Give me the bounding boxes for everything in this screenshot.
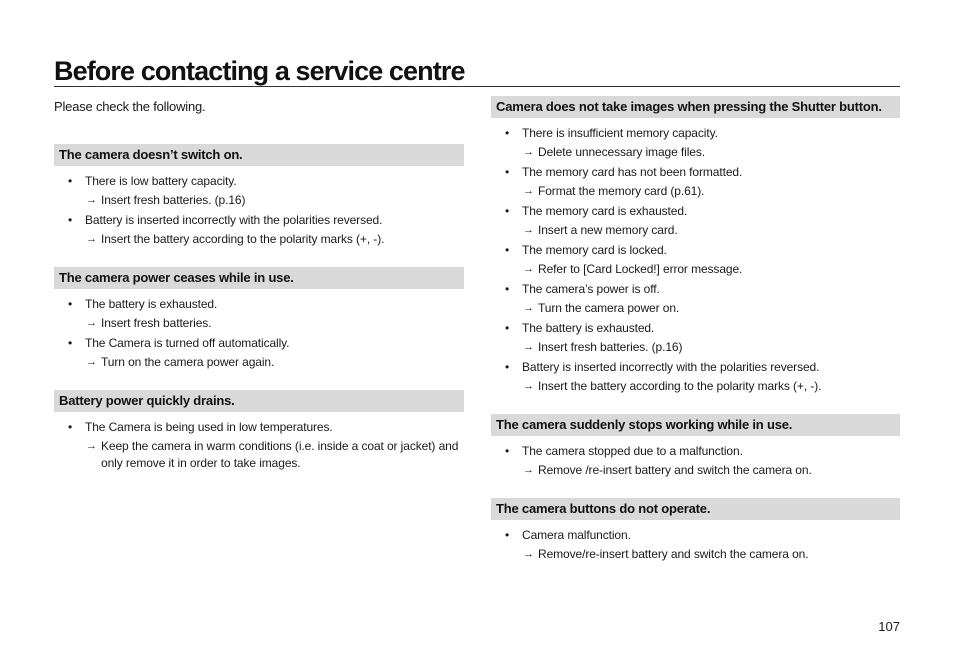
- remedy-text: Turn the camera power on.: [538, 301, 680, 315]
- arrow-right-icon: →: [86, 317, 97, 329]
- remedy-line: [491, 143, 900, 163]
- cause-line: [491, 163, 900, 182]
- arrow-right-icon: →: [523, 146, 534, 158]
- cause-text: The battery is exhausted.: [522, 321, 655, 335]
- remedy-line: [54, 437, 464, 474]
- cause-list: [54, 166, 464, 250]
- arrow-right-icon: →: [523, 224, 534, 236]
- remedy-text: Remove/re-insert battery and switch the camera on.: [538, 547, 809, 561]
- section-heading: The camera power ceases while in use.: [54, 267, 464, 289]
- remedy-text: Insert the battery according to the polarity marks (+, -).: [538, 379, 822, 393]
- list-item: [491, 241, 900, 280]
- cause-text: The Camera is being used in low temperatures.: [85, 420, 333, 434]
- remedy-text: Keep the camera in warm conditions (i.e. inside a coat or jacket) and only remove it in order to take images.: [101, 439, 459, 470]
- list-item: [491, 319, 900, 358]
- bullet-icon: •: [505, 282, 510, 296]
- cause-line: [54, 172, 464, 191]
- remedy-text: Delete unnecessary image files.: [538, 145, 705, 159]
- cause-line: [491, 442, 900, 461]
- left-column: [54, 144, 464, 491]
- cause-text: The Camera is turned off automatically.: [85, 336, 290, 350]
- cause-text: The memory card is exhausted.: [522, 204, 688, 218]
- troubleshoot-section: [491, 96, 900, 397]
- arrow-right-icon: →: [523, 185, 534, 197]
- list-item: [54, 211, 464, 250]
- list-item: [491, 163, 900, 202]
- section-heading: The camera doesn’t switch on.: [54, 144, 464, 166]
- list-item: [491, 280, 900, 319]
- page-title: Before contacting a service centre: [54, 56, 465, 86]
- arrow-right-icon: →: [86, 356, 97, 368]
- remedy-text: Remove /re-insert battery and switch the camera on.: [538, 463, 812, 477]
- cause-line: [491, 280, 900, 299]
- list-item: [491, 124, 900, 163]
- cause-list: [491, 436, 900, 481]
- bullet-icon: •: [505, 204, 510, 218]
- list-item: [54, 172, 464, 211]
- bullet-icon: •: [68, 336, 73, 350]
- section-heading: Battery power quickly drains.: [54, 390, 464, 412]
- cause-list: [491, 118, 900, 397]
- title-divider: [54, 86, 900, 87]
- remedy-line: [491, 182, 900, 202]
- bullet-icon: •: [68, 213, 73, 227]
- section-heading: Camera does not take images when pressing the Shutter button.: [491, 96, 900, 118]
- list-item: [54, 295, 464, 334]
- cause-line: [491, 526, 900, 545]
- bullet-icon: •: [68, 174, 73, 188]
- cause-text: There is low battery capacity.: [85, 174, 237, 188]
- bullet-icon: •: [505, 165, 510, 179]
- cause-line: [491, 319, 900, 338]
- cause-line: [491, 358, 900, 377]
- arrow-right-icon: →: [523, 341, 534, 353]
- cause-line: [54, 334, 464, 353]
- remedy-line: [491, 221, 900, 241]
- cause-text: The battery is exhausted.: [85, 297, 218, 311]
- bullet-icon: •: [505, 528, 510, 542]
- remedy-line: [491, 299, 900, 319]
- cause-text: There is insufficient memory capacity.: [522, 126, 718, 140]
- remedy-text: Format the memory card (p.61).: [538, 184, 705, 198]
- bullet-icon: •: [505, 126, 510, 140]
- remedy-text: Insert a new memory card.: [538, 223, 678, 237]
- arrow-right-icon: →: [86, 233, 97, 245]
- right-column: [491, 96, 900, 582]
- remedy-text: Insert fresh batteries. (p.16): [101, 193, 246, 207]
- cause-text: The camera stopped due to a malfunction.: [522, 444, 743, 458]
- remedy-line: [54, 191, 464, 211]
- cause-line: [54, 295, 464, 314]
- arrow-right-icon: →: [523, 263, 534, 275]
- cause-text: Battery is inserted incorrectly with the polarities reversed.: [522, 360, 820, 374]
- arrow-right-icon: →: [86, 194, 97, 206]
- remedy-line: [491, 545, 900, 565]
- arrow-right-icon: →: [86, 440, 97, 452]
- remedy-line: [54, 353, 464, 373]
- remedy-text: Insert the battery according to the polarity marks (+, -).: [101, 232, 385, 246]
- section-heading: The camera buttons do not operate.: [491, 498, 900, 520]
- remedy-text: Insert fresh batteries.: [101, 316, 212, 330]
- cause-text: The memory card is locked.: [522, 243, 667, 257]
- cause-text: Camera malfunction.: [522, 528, 631, 542]
- list-item: [491, 442, 900, 481]
- list-item: [491, 526, 900, 565]
- bullet-icon: •: [505, 444, 510, 458]
- bullet-icon: •: [68, 297, 73, 311]
- cause-line: [54, 211, 464, 230]
- cause-line: [491, 241, 900, 260]
- remedy-text: Refer to [Card Locked!] error message.: [538, 262, 743, 276]
- remedy-line: [491, 260, 900, 280]
- bullet-icon: •: [68, 420, 73, 434]
- cause-list: [54, 412, 464, 474]
- remedy-text: Turn on the camera power again.: [101, 355, 275, 369]
- list-item: [54, 418, 464, 474]
- remedy-line: [491, 461, 900, 481]
- cause-text: The memory card has not been formatted.: [522, 165, 743, 179]
- troubleshoot-section: [491, 414, 900, 481]
- cause-line: [491, 202, 900, 221]
- list-item: [54, 334, 464, 373]
- page-number: 107: [878, 619, 900, 634]
- bullet-icon: •: [505, 243, 510, 257]
- bullet-icon: •: [505, 360, 510, 374]
- section-heading: The camera suddenly stops working while in use.: [491, 414, 900, 436]
- arrow-right-icon: →: [523, 548, 534, 560]
- remedy-line: [491, 377, 900, 397]
- troubleshoot-section: [491, 498, 900, 565]
- cause-text: The camera’s power is off.: [522, 282, 660, 296]
- intro-text: Please check the following.: [54, 99, 206, 114]
- troubleshoot-section: [54, 144, 464, 250]
- list-item: [491, 358, 900, 397]
- remedy-line: [54, 314, 464, 334]
- cause-line: [54, 418, 464, 437]
- cause-list: [491, 520, 900, 565]
- arrow-right-icon: →: [523, 380, 534, 392]
- troubleshoot-section: [54, 390, 464, 474]
- bullet-icon: •: [505, 321, 510, 335]
- remedy-line: [491, 338, 900, 358]
- arrow-right-icon: →: [523, 464, 534, 476]
- remedy-text: Insert fresh batteries. (p.16): [538, 340, 683, 354]
- list-item: [491, 202, 900, 241]
- cause-text: Battery is inserted incorrectly with the polarities reversed.: [85, 213, 383, 227]
- remedy-line: [54, 230, 464, 250]
- cause-line: [491, 124, 900, 143]
- arrow-right-icon: →: [523, 302, 534, 314]
- troubleshoot-section: [54, 267, 464, 373]
- cause-list: [54, 289, 464, 373]
